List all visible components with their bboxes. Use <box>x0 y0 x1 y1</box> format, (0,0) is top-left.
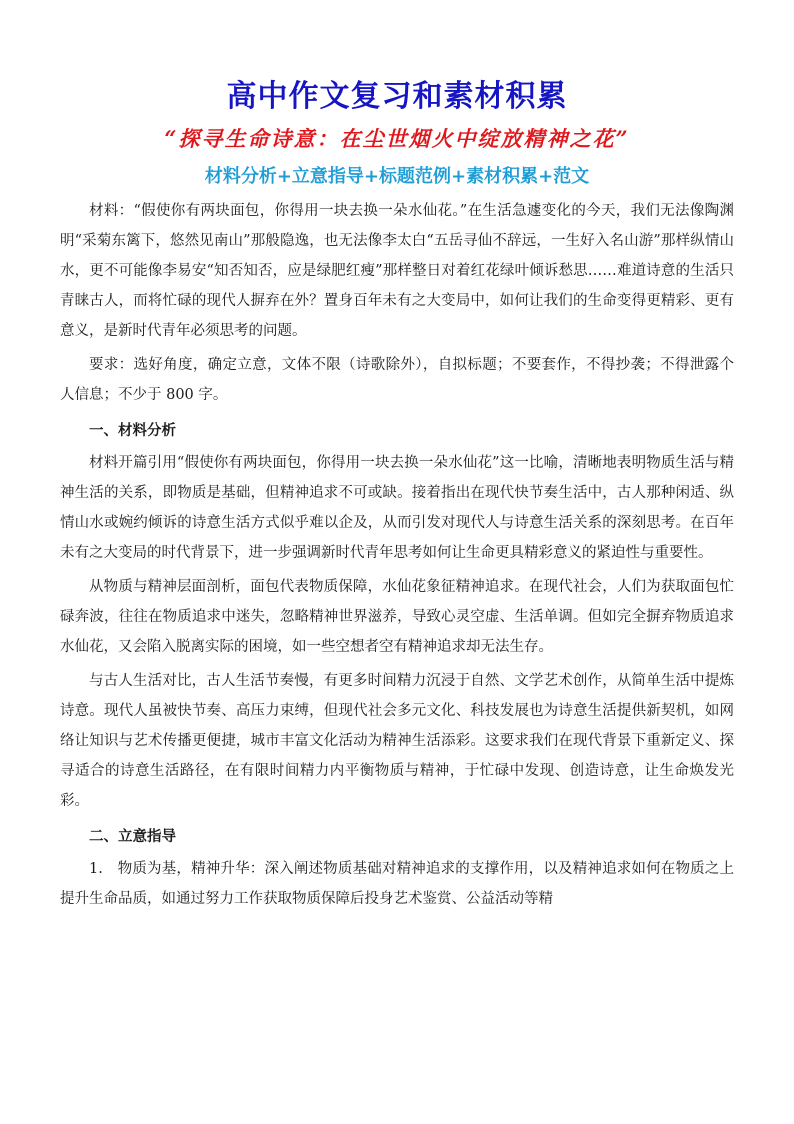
analysis-paragraph: 从物质与精神层面剖析，面包代表物质保障，水仙花象征精神追求。在现代社会，人们为获取面包忙碌奔波，往往在物质追求中迷失，忽略精神世界滋养，导致心灵空虚、生活单调。但如完全摒弃物质追求水仙花，又会陷入脱离实际的困境，如一些空想者空有精神追求却无法生存。 <box>60 579 734 655</box>
section-heading-guidance: 二、立意指导 <box>89 829 176 845</box>
analysis-paragraph: 材料开篇引用“假使你有两块面包，你得用一块去换一朵水仙花”这一比喻，清晰地表明物质生活与精神生活的关系，即物质是基础，但精神追求不可或缺。接着指出在现代快节奏生活中，古人那种闲适、纵情山水或婉约倾诉的诗意生活方式似乎难以企及，从而引发对现代人与诗意生活关系的深刻思考。在百年未有之大变局的时代背景下，进一步强调新时代青年思考如何让生命更具精彩意义的紧迫性与重要性。 <box>60 455 734 561</box>
page-section-list: 材料分析+立意指导+标题范例+素材积累+范文 <box>204 166 590 187</box>
document-body <box>60 196 734 914</box>
document-page <box>60 0 734 914</box>
section-heading-material-analysis: 一、材料分析 <box>89 423 176 439</box>
analysis-paragraph: 与古人生活对比，古人生活节奏慢，有更多时间精力沉浸于自然、文学艺术创作，从简单生活中提炼诗意。现代人虽被快节奏、高压力束缚，但现代社会多元文化、科技发展也为诗意生活提供新契机，如网络让知识与艺术传播更便捷，城市丰富文化活动为精神生活添彩。这要求我们在现代背景下重新定义、探寻适合的诗意生活路径，在有限时间精力内平衡物质与精神，于忙碌中发现、创造诗意，让生命焕发光彩。 <box>60 673 734 809</box>
page-subtitle: “探寻生命诗意：在尘世烟火中绽放精神之花” <box>164 126 630 151</box>
requirement-paragraph: 要求：选好角度，确定立意，文体不限（诗歌除外），自拟标题；不要套作，不得抄袭；不得泄露个人信息；不少于 800 字。 <box>60 357 734 403</box>
material-paragraph: 材料：“假使你有两块面包，你得用一块去换一朵水仙花。”在生活急遽变化的今天，我们无法像陶渊明“采菊东篱下，悠然见南山”那般隐逸，也无法像李太白“五岳寻仙不辞远，一生好入名山游”那样纵情山水，更不可能像李易安“知否知否，应是绿肥红瘦”那样整日对着红花绿叶倾诉愁思……难道诗意的生活只青睐古人，而将忙碌的现代人摒弃在外？置身百年未有之大变局中，如何让我们的生命变得更精彩、更有意义，是新时代青年必须思考的问题。 <box>60 203 734 339</box>
guidance-paragraph: 1. 物质为基，精神升华：深入阐述物质基础对精神追求的支撑作用，以及精神追求如何在物质之上提升生命品质，如通过努力工作获取物质保障后投身艺术鉴赏、公益活动等精 <box>60 861 734 907</box>
page-title: 高中作文复习和素材积累 <box>226 79 568 114</box>
